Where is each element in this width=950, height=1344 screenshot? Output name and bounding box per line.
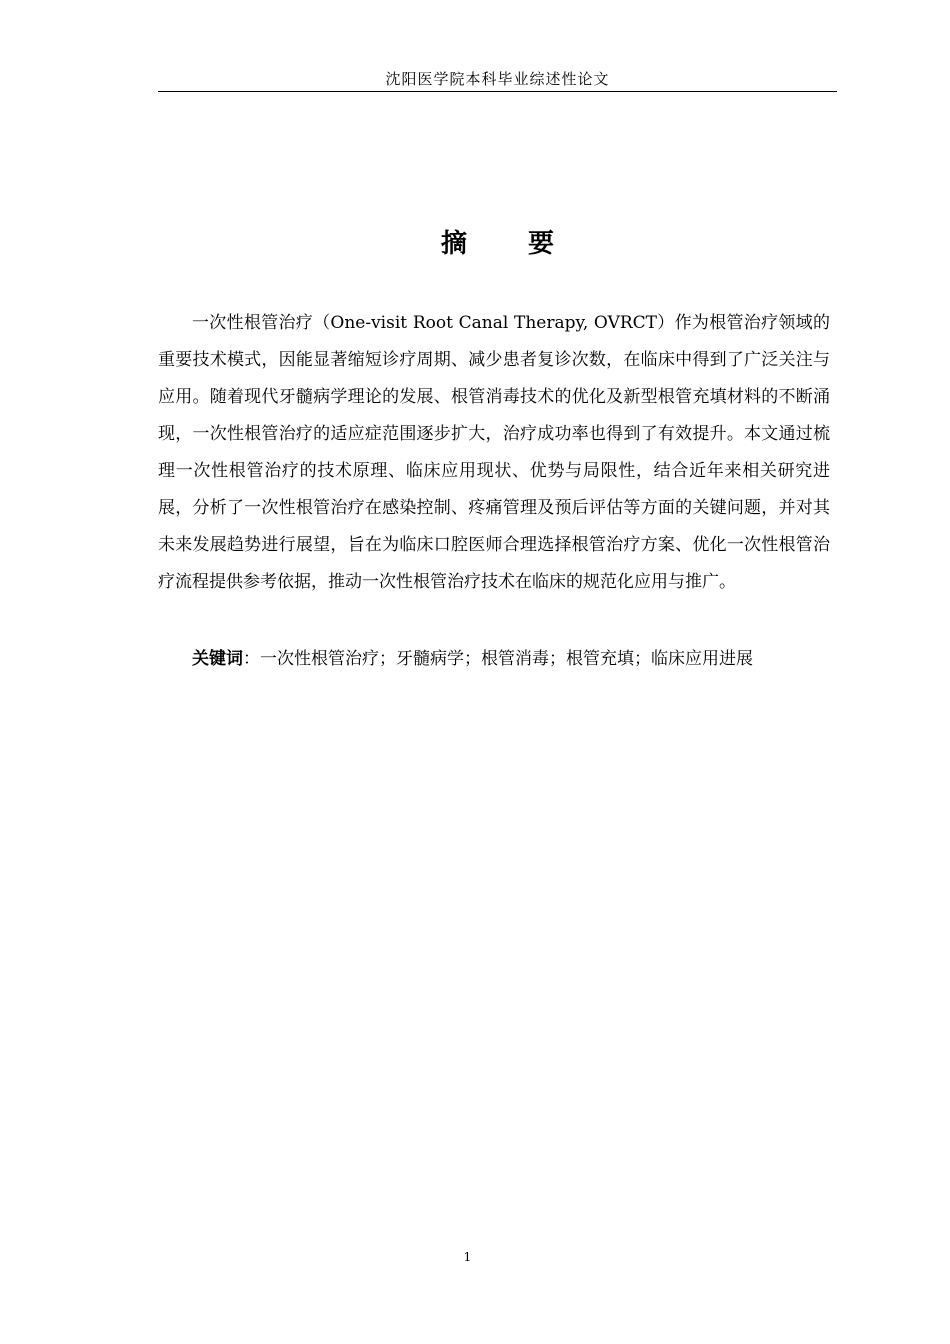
abstract-title: 摘 要 bbox=[440, 229, 581, 259]
running-header: 沈阳医学院本科毕业综述性论文 bbox=[385, 70, 610, 88]
keywords-text: 一次性根管治疗；牙髓病学；根管消毒；根管充填；临床应用进展 bbox=[260, 649, 753, 669]
keywords-label: 关键词 bbox=[192, 649, 243, 669]
page-number: 1 bbox=[463, 1250, 472, 1264]
header-divider bbox=[158, 91, 837, 92]
keywords-separator: ： bbox=[243, 649, 260, 669]
abstract-body: 一次性根管治疗（One-visit Root Canal Therapy, OVRCT）作为根管治疗领域的重要技术模式，因能显著缩短诊疗周期、减少患者复诊次数，在临床中得到了广泛关注与应用。随着现代牙髓病学理论的发展、根管消毒技术的优化及新型根管充填材料的不断涌现，一次性根管治疗的适应症范围逐步扩大，治疗成功率也得到了有效提升。本文通过梳理一次性根管治疗的技术原理、临床应用现状、优势与局限性，结合近年来相关研究进展，分析了一次性根管治疗在感染控制、疼痛管理及预后评估等方面的关键问题，并对其未来发展趋势进行展望，旨在为临床口腔医师合理选择根管治疗方案、优化一次性根管治疗流程提供参考依据，推动一次性根管治疗技术在临床的规范化应用与推广。 bbox=[158, 313, 830, 592]
keywords-paragraph bbox=[158, 641, 830, 678]
